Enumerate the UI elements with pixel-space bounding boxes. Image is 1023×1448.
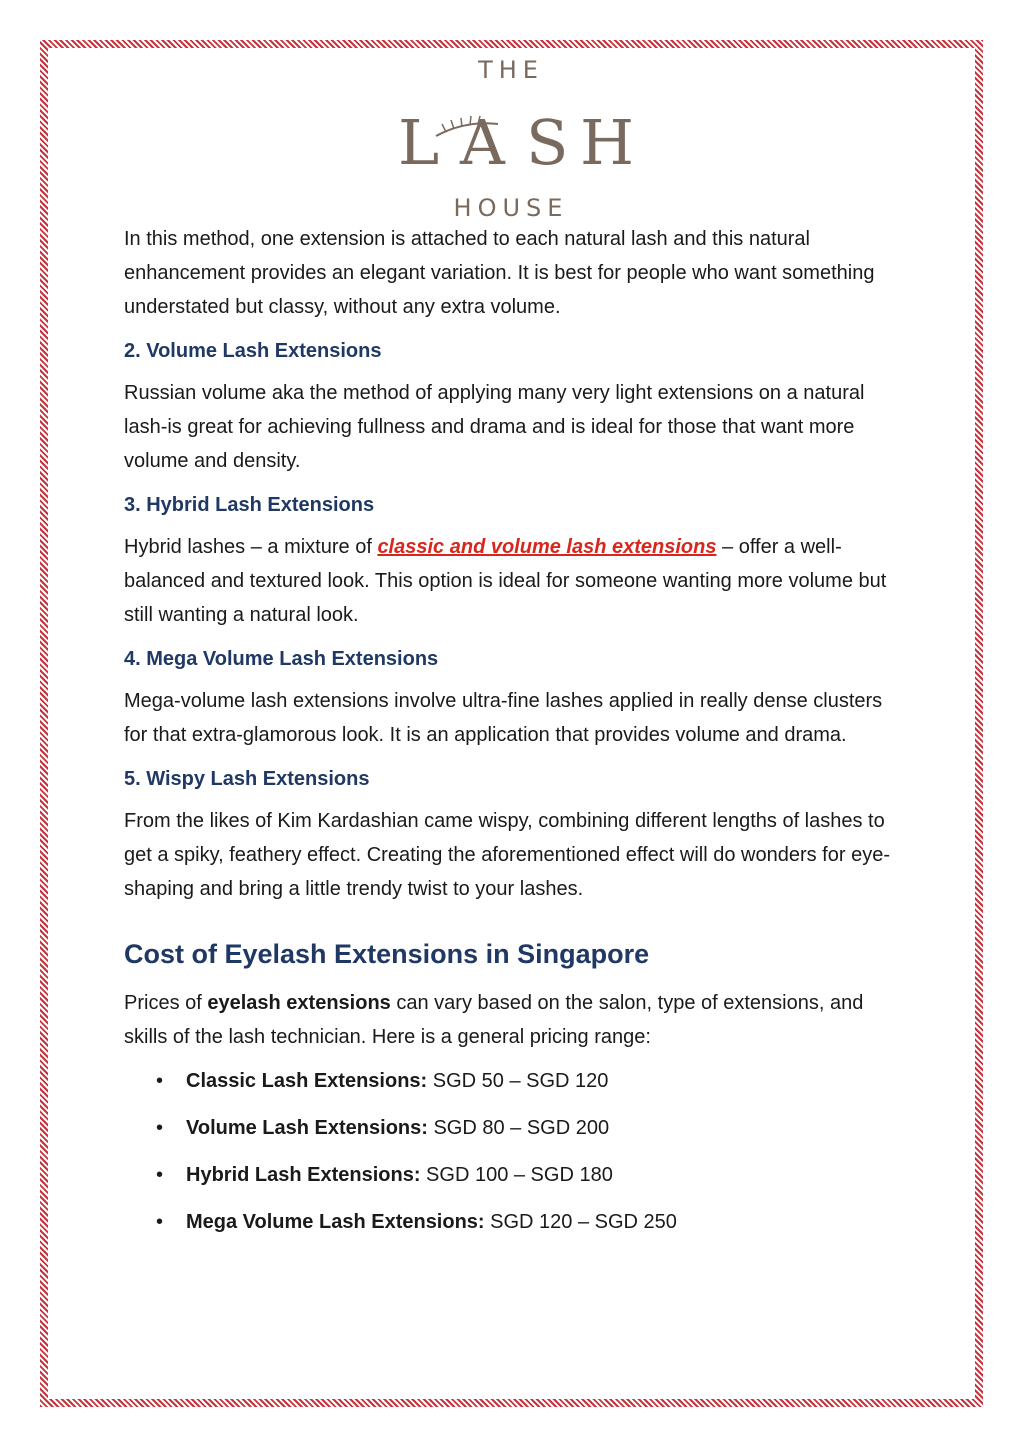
logo-letter-a: A [460,106,505,179]
logo-word-house: HOUSE [453,194,569,222]
cost-intro-after: can vary based on the salon, type of extensions, and skills of the lash technician. Here is a general pricing range: [124,992,864,1048]
price-label: Classic Lash Extensions: [186,1070,428,1092]
price-label: Hybrid Lash Extensions: [186,1164,421,1186]
bullet-icon: • [156,1164,164,1186]
price-label: Mega Volume Lash Extensions: [186,1211,485,1233]
heading-wispy-lash: 5. Wispy Lash Extensions [124,768,370,790]
price-item-hybrid [124,1160,904,1190]
price-item-mega-volume [124,1207,904,1237]
classic-volume-link[interactable]: classic and volume lash extensions [377,536,717,558]
paragraph-volume-lash: Russian volume aka the method of applying many very light extensions on a natural lash-is great for achieving fullness and drama and is ideal for those that want more volume and density. [124,382,865,472]
paragraph-wispy-lash: From the likes of Kim Kardashian came wispy, combining different lengths of lashes to get a spiky, feathery effect. Creating the aforementioned effect will do wonders for eye-shaping and bring a little trendy twist to your lashes. [124,810,890,900]
heading-volume-lash: 2. Volume Lash Extensions [124,340,382,362]
heading-cost: Cost of Eyelash Extensions in Singapore [124,939,650,969]
the-lash-house-logo [380,56,642,222]
price-label: Volume Lash Extensions: [186,1117,428,1139]
price-value: SGD 80 – SGD 200 [427,1117,610,1139]
logo-word-the: THE [478,56,544,84]
hybrid-text-before: Hybrid lashes – a mixture of [124,536,378,558]
logo-letter-l: L [398,106,440,179]
cost-intro-bold: eyelash extensions [207,992,391,1014]
bullet-icon: • [156,1211,164,1233]
logo-letter-h: H [580,106,635,179]
bullet-icon: • [156,1117,164,1139]
price-value: SGD 100 – SGD 180 [420,1164,613,1186]
price-list [124,1066,904,1237]
cost-intro-before: Prices of [124,992,208,1014]
heading-hybrid-lash: 3. Hybrid Lash Extensions [124,494,375,516]
paragraph-mega-volume-lash: Mega-volume lash extensions involve ultra-fine lashes applied in really dense clusters for that extra-glamorous look. It is an application that provides volume and drama. [124,690,883,746]
price-item-classic [124,1066,904,1096]
paragraph-hybrid-lash [124,530,904,632]
document-body [124,222,904,1254]
bullet-icon: • [156,1070,164,1092]
hybrid-text-after: – offer a well-balanced and textured look. This option is ideal for someone wanting more volume but still wanting a natural look. [124,536,887,626]
price-item-volume [124,1113,904,1143]
logo-letter-s: S [526,106,569,179]
price-value: SGD 50 – SGD 120 [427,1070,609,1092]
heading-mega-volume-lash: 4. Mega Volume Lash Extensions [124,648,439,670]
paragraph-cost-intro [124,986,904,1054]
intro-paragraph: In this method, one extension is attached to each natural lash and this natural enhancement provides an elegant variation. It is best for people who want something understated but classy, without any extra volume. [124,228,875,318]
logo-lash-wordmark [380,102,642,182]
price-value: SGD 120 – SGD 250 [484,1211,677,1233]
